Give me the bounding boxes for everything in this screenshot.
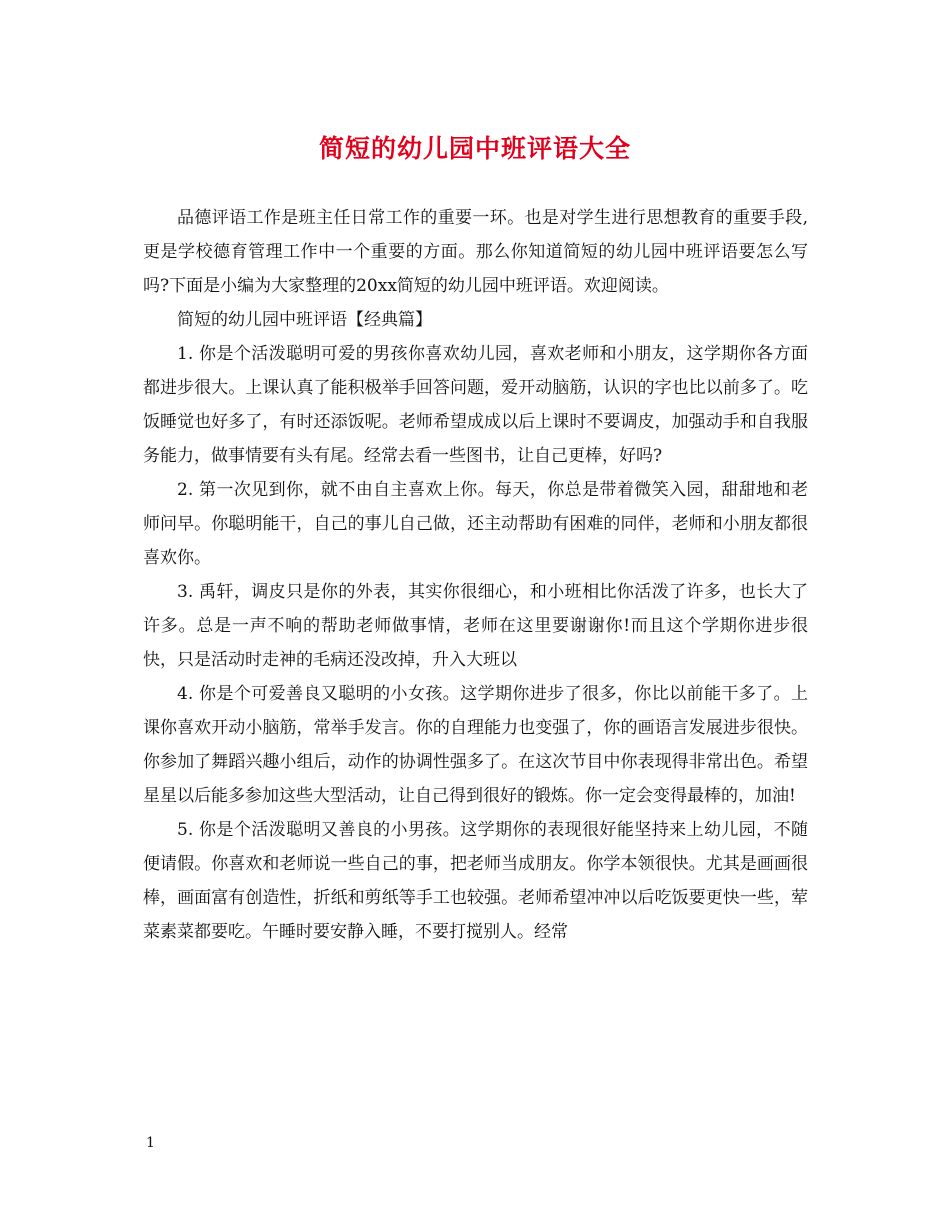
comment-paragraph-2: 2. 第一次见到你，就不由自主喜欢上你。每天，你总是带着微笑入园，甜甜地和老师问早。你聪明能干，自己的事儿自己做，还主动帮助有困难的同伴，老师和小朋友都很喜欢你。	[143, 480, 808, 568]
page-number: 1	[146, 1135, 155, 1151]
intro-paragraph: 品德评语工作是班主任日常工作的重要一环。也是对学生进行思想教育的重要手段,更是学校德育管理工作中一个重要的方面。那么你知道简短的幼儿园中班评语要怎么写吗?下面是小编为大家整理的20xx简短的幼儿园中班评语。欢迎阅读。	[143, 208, 808, 296]
comment-paragraph-1: 1. 你是个活泼聪明可爱的男孩你喜欢幼儿园，喜欢老师和小朋友，这学期你各方面都进步很大。上课认真了能积极举手回答问题，爱开动脑筋，认识的字也比以前多了。吃饭睡觉也好多了，有时还添饭呢。老师希望成成以后上课时不要调皮，加强动手和自我服务能力，做事情要有头有尾。经常去看一些图书，让自己更棒，好吗?	[143, 344, 808, 466]
comment-paragraph-4: 4. 你是个可爱善良又聪明的小女孩。这学期你进步了很多，你比以前能干多了。上课你喜欢开动小脑筋，常举手发言。你的自理能力也变强了，你的画语言发展进步很快。你参加了舞蹈兴趣小组后，动作的协调性强多了。在这次节目中你表现得非常出色。希望星星以后能多参加这些大型活动，让自己得到很好的锻炼。你一定会变得最棒的，加油!	[143, 684, 808, 806]
comment-paragraph-5: 5. 你是个活泼聪明又善良的小男孩。这学期你的表现很好能坚持来上幼儿园，不随便请假。你喜欢和老师说一些自己的事，把老师当成朋友。你学本领很快。尤其是画画很棒，画面富有创造性，折纸和剪纸等手工也较强。老师希望冲冲以后吃饭要更快一些，荤菜素菜都要吃。午睡时要安静入睡，不要打搅别人。经常	[143, 820, 808, 942]
comment-paragraph-3: 3. 禹轩，调皮只是你的外表，其实你很细心，和小班相比你活泼了许多，也长大了许多。总是一声不响的帮助老师做事情，老师在这里要谢谢你!而且这个学期你进步很快，只是活动时走神的毛病还没改掉，升入大班以	[143, 582, 808, 670]
document-body	[143, 201, 808, 949]
section-heading: 简短的幼儿园中班评语【经典篇】	[177, 310, 432, 330]
document-title: 简短的幼儿园中班评语大全	[318, 134, 631, 163]
